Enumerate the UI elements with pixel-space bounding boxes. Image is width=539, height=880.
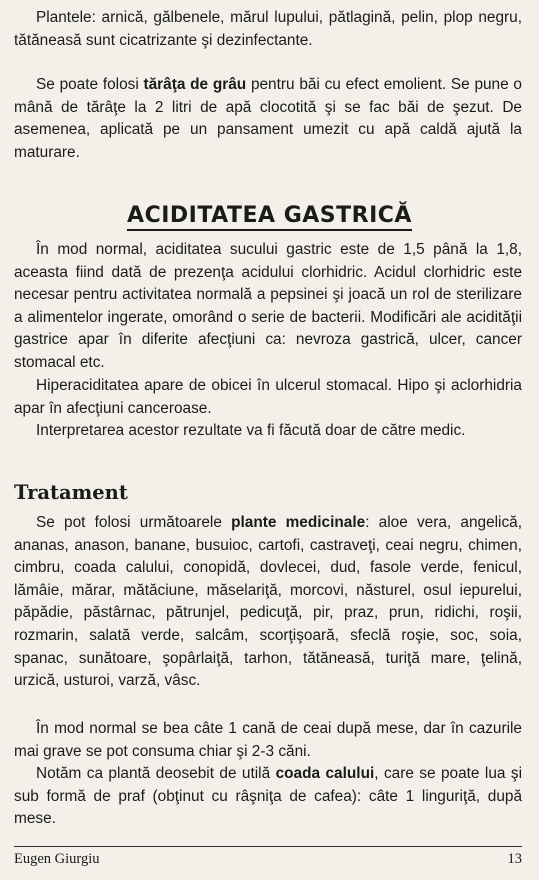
paragraph-hyperacidity <box>14 375 522 420</box>
paragraph-wheat-bran <box>14 74 522 164</box>
paragraph-interpretation <box>14 420 522 443</box>
page-number: 13 <box>507 851 522 867</box>
text-run: : aloe vera, angelică, ananas, anason, banane, busuioc, cartofi, castraveţi, ceai negru, chimen, cimbru, coada calului, conopidă, dovlecei, dud, fasole verde, fenicul, lămâie, mărar, mătăciune, măselariţă, morcovi, năsturel, osul iepurelui, păpădie, păstârnac, pătrunjel, pedicuţă, pir, praz, prun, ridichi, roşii, rozmarin, salată verde, salcâm, scorţişoară, sfeclă roşie, soc, soia, spanac, sunătoare, şopârlaiţă, tarhon, tătăneasă, turiţă mare, ţelină, urzică, usturoi, varză, vâsc. <box>14 514 522 690</box>
paragraph-gastric-acidity <box>14 239 522 375</box>
bold-term: coada calului <box>275 765 375 782</box>
paragraph-medicinal-plants <box>14 512 522 693</box>
paragraph-text <box>14 74 522 164</box>
paragraph-text <box>14 512 522 693</box>
text-run: Se poate folosi <box>36 76 144 93</box>
subheading-treatment: Tratament <box>14 481 128 504</box>
bold-term: plante medicinale <box>231 514 366 531</box>
paragraph-text: Interpretarea acestor rezultate va fi făcută doar de către medic. <box>36 422 466 439</box>
paragraph-text: În mod normal se bea câte 1 cană de ceai după mese, dar în cazurile mai grave se pot consuma chiar şi 2-3 căni. <box>14 720 522 760</box>
paragraph-text: În mod normal, aciditatea sucului gastric este de 1,5 până la 1,8, aceasta fiind dată de prezenţa acidului clorhidric. Acidul clorhidric este necesar pentru activitatea normală a pepsinei şi joacă un rol de sterilizare a alimentelor ingerate, omorând o serie de bacterii. Modificări ale acidităţii gastrice apar în diferite afecţiuni ca: nevroza gastrică, ulcer, cancer stomacal etc. <box>14 241 522 371</box>
paragraph-text: Hiperaciditatea apare de obicei în ulcerul stomacal. Hipo şi aclorhidria apar în afecţiuni canceroase. <box>14 377 522 417</box>
bold-term: tărâţa de grâu <box>143 76 247 93</box>
paragraph-text <box>14 763 522 831</box>
paragraph-text: Plantele: arnică, gălbenele, mărul lupului, pătlagină, pelin, plop negru, tătăneasă sunt cicatrizante şi dezinfectante. <box>14 9 522 49</box>
paragraph-dosage <box>14 718 522 763</box>
section-title <box>0 203 539 228</box>
section-title-text: ACIDITATEA GASTRICĂ <box>127 203 412 231</box>
text-run: Se pot folosi următoarele <box>36 514 232 531</box>
paragraph-horsetail <box>14 763 522 831</box>
text-run: Notăm ca plantă deosebit de utilă <box>36 765 276 782</box>
text-run: , care se poate lua şi sub formă de praf (obţinut cu râşniţa de cafea): câte 1 linguriţă, după mese. <box>14 765 522 828</box>
footer-divider <box>14 846 522 847</box>
paragraph-wound-plants <box>14 7 522 52</box>
text-run: pentru băi cu efect emolient. Se pune o mână de tărâţe la 2 litri de apă clocotită şi se fac băi de şezut. De asemenea, aplicată pe un pansament umezit cu apă caldă ajută la maturare. <box>14 76 522 161</box>
footer-author: Eugen Giurgiu <box>14 851 100 867</box>
